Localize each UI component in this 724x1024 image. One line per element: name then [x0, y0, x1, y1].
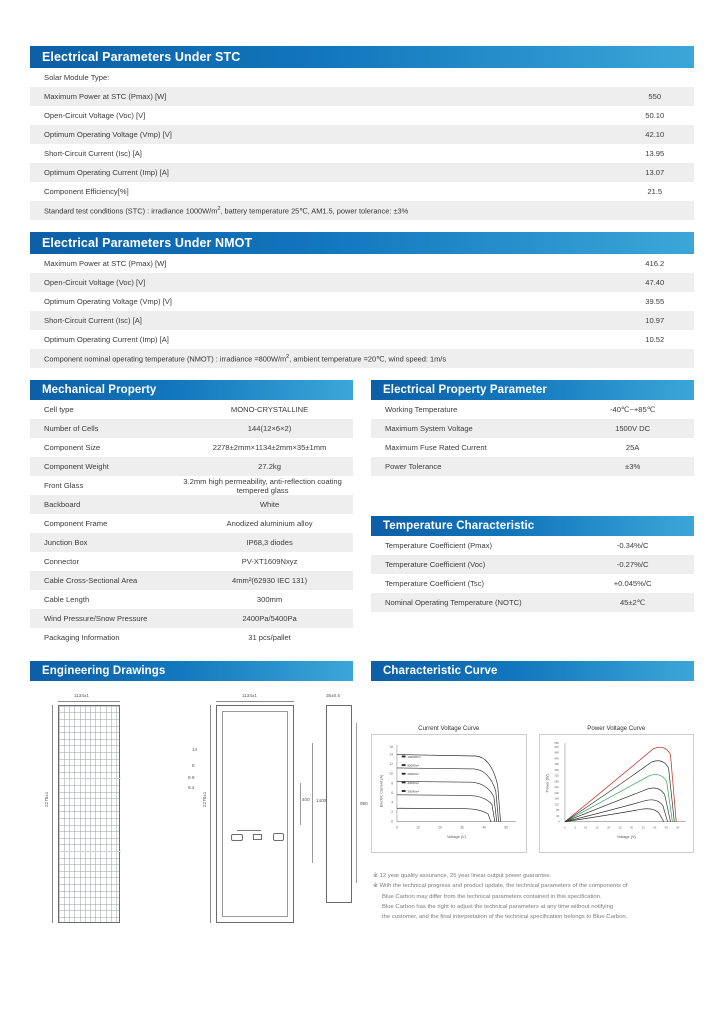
cell-label: Junction Box [30, 533, 172, 552]
module-back-view [216, 705, 294, 923]
svg-text:0: 0 [395, 825, 398, 830]
cell-value: 13.07 [616, 163, 694, 182]
section-header-mechanical [30, 380, 353, 400]
svg-text:6: 6 [391, 790, 393, 795]
cell-value: -40℃~+85℃ [609, 405, 656, 414]
section-title-drawings: Engineering Drawings [42, 665, 166, 677]
cell-value: PV-XT1609Nxyz [241, 557, 298, 566]
table-row [371, 574, 694, 593]
table-row [371, 438, 694, 457]
table-row [371, 536, 694, 555]
svg-text:Power (W): Power (W) [545, 774, 550, 793]
chart-title-iv: Current Voltage Curve [418, 725, 480, 732]
connector-icon [273, 833, 284, 841]
svg-text:30: 30 [629, 826, 633, 830]
cell-value: 2400Pa/5400Pa [172, 609, 353, 628]
dim-front-height: 2278±1 [44, 791, 49, 807]
cell-value [616, 68, 694, 87]
dim-side-height: 2278±1 [202, 791, 207, 807]
cell-label: Packaging Information [44, 633, 120, 642]
section-header-drawings [30, 661, 353, 681]
cell-label: Nominal Operating Temperature (NOTC) [371, 593, 571, 612]
table-row [30, 106, 694, 125]
table-row [30, 273, 694, 292]
table-row [30, 125, 694, 144]
table-row [30, 330, 694, 349]
svg-text:Voltage (V): Voltage (V) [446, 835, 466, 840]
table-row-note [30, 201, 694, 220]
table-row [30, 292, 694, 311]
section-title-mechanical: Mechanical Property [42, 384, 157, 396]
table-row [30, 438, 353, 457]
cell-value: 39.55 [645, 297, 665, 306]
svg-text:30: 30 [460, 825, 464, 830]
chart-canvas-iv [371, 734, 527, 853]
iv-svg [372, 735, 526, 847]
svg-text:400W/m²: 400W/m² [407, 780, 420, 785]
note-text-pre: Standard test conditions (STC) : irradiance 1000W/m [44, 206, 218, 216]
svg-text:160: 160 [553, 797, 559, 801]
svg-text:440: 440 [553, 757, 559, 761]
dim-400: 400 [302, 797, 310, 802]
section-header-electrical-property [371, 380, 694, 400]
cell-label: Working Temperature [385, 405, 458, 414]
note-sup: 2 [217, 205, 221, 212]
svg-text:0: 0 [391, 819, 393, 824]
cell-label: Backboard [30, 495, 172, 514]
note-nmot [30, 349, 694, 368]
column-left [30, 380, 353, 647]
connector-icon [253, 834, 262, 840]
dim-side-width: 1134±1 [242, 693, 257, 698]
table-row [30, 254, 694, 273]
cell-grid [59, 706, 119, 922]
cell-label: Temperature Coefficient (Pmax) [385, 541, 493, 550]
cell-label: Maximum Power at STC (Pmax) [W] [30, 87, 616, 106]
cell-value: 45±2℃ [571, 593, 694, 612]
cell-label: Optimum Operating Voltage (Vmp) [V] [30, 125, 616, 144]
cell-value: 550 [616, 87, 694, 106]
dim-9-9: 9.9 [188, 775, 195, 780]
dim-6-4: 6.4 [188, 785, 195, 790]
note-text-post: , ambient temperature =20℃, wind speed: 1m/s [289, 354, 447, 364]
column-right [371, 380, 694, 647]
cell-value: 21.5 [647, 187, 663, 196]
cell-value: -0.27%/C [571, 555, 694, 574]
cell-label: Connector [44, 557, 80, 566]
footnote-line: Blue Carbon has the right to adjust the technical parameters at any time without notifying [382, 903, 614, 910]
section-title-curves: Characteristic Curve [383, 665, 498, 677]
section-header-temperature [371, 516, 694, 536]
cell-value: ±3% [571, 457, 694, 476]
cell-value: 42.10 [616, 125, 694, 144]
cell-label: Component Frame [44, 519, 108, 528]
svg-text:520: 520 [553, 745, 559, 749]
cell-value: Anodized aluminium alloy [226, 519, 313, 528]
cell-value: 144(12×6×2) [172, 419, 353, 438]
cell-label: Maximum System Voltage [371, 419, 571, 438]
cell-label: Cell type [44, 405, 74, 414]
table-row [30, 628, 353, 647]
module-front-view [58, 705, 120, 923]
svg-text:Electric Current (A): Electric Current (A) [379, 774, 384, 808]
section-title-nmot: Electrical Parameters Under NMOT [42, 236, 253, 250]
svg-text:400: 400 [553, 763, 559, 767]
cell-value: 10.52 [645, 335, 665, 344]
cell-label: Open-Circuit Voltage (Voc) [V] [30, 273, 616, 292]
table-row [30, 87, 694, 106]
table-row [30, 552, 353, 571]
svg-text:120: 120 [553, 803, 559, 807]
cell-label: Cable Cross-Sectional Area [30, 571, 172, 590]
svg-text:50: 50 [504, 825, 509, 830]
cell-value: 25A [625, 443, 640, 452]
table-row [30, 400, 353, 419]
cell-label: Wind Pressure/Snow Pressure [30, 609, 172, 628]
two-column-region [30, 380, 694, 647]
svg-text:560: 560 [553, 741, 559, 745]
cell-label: Optimum Operating Voltage (Vmp) [V] [44, 297, 172, 306]
svg-text:16: 16 [389, 744, 393, 749]
table-row [30, 495, 353, 514]
svg-text:14: 14 [389, 752, 393, 757]
cell-label: Cable Length [44, 595, 90, 604]
dim-14: 14 [192, 747, 198, 752]
table-row [30, 144, 694, 163]
cell-value: 300mm [256, 595, 283, 604]
svg-text:15: 15 [595, 826, 599, 830]
cell-label: Maximum Power at STC (Pmax) [W] [44, 259, 167, 268]
table-row-note [30, 349, 694, 368]
footnote-line: the customer, and the final interpretation of the technical specification belongs to Blue Carbon. [382, 914, 628, 921]
svg-text:280: 280 [553, 780, 559, 784]
table-row [30, 311, 694, 330]
cell-value: 31 pcs/pallet [248, 633, 291, 642]
footnotes [371, 871, 694, 923]
svg-text:5: 5 [574, 826, 576, 830]
table-temperature [371, 536, 694, 612]
table-row [30, 68, 694, 87]
cell-value: White [172, 495, 353, 514]
cell-value: MONO-CRYSTALLINE [230, 405, 309, 414]
pv-svg [540, 735, 694, 847]
table-row [30, 419, 353, 438]
table-row [30, 457, 353, 476]
svg-text:1000W/m²: 1000W/m² [407, 754, 421, 759]
svg-text:800W/m²: 800W/m² [407, 763, 420, 768]
svg-text:2: 2 [391, 810, 393, 815]
cell-label: Number of Cells [30, 419, 172, 438]
cell-value: 3.2mm high permeability, anti-reflection coating tempered glass [183, 476, 342, 495]
svg-text:35: 35 [641, 826, 645, 830]
table-row [371, 555, 694, 574]
cell-label: Component Size [44, 443, 101, 452]
cell-label: Front Glass [44, 481, 84, 490]
svg-text:200: 200 [553, 791, 559, 795]
svg-text:45: 45 [664, 826, 668, 830]
cell-value: 27.2kg [172, 457, 353, 476]
table-row [30, 533, 353, 552]
table-mechanical [30, 400, 353, 647]
note-stc [30, 201, 694, 220]
note-text-pre: Component nominal operating temperature (NMOT) : irradiance =800W/m [44, 354, 287, 364]
svg-text:25: 25 [618, 826, 622, 830]
table-electrical-property [371, 400, 694, 476]
table-row [30, 514, 353, 533]
junction-box-icon [231, 834, 243, 841]
table-row [30, 609, 353, 628]
svg-text:10: 10 [416, 825, 420, 830]
section-title-electrical-property: Electrical Property Parameter [383, 384, 547, 396]
cell-value: 4mm²(62930 IEC 131) [172, 571, 353, 590]
dim-front-width: 1134±1 [74, 693, 89, 698]
dim-1400: 1400 [316, 798, 327, 803]
section-header-stc [30, 46, 694, 68]
cell-label: Short-Circuit Current (Isc) [A] [44, 149, 142, 158]
cell-value: IP68,3 diodes [172, 533, 353, 552]
table-row [371, 457, 694, 476]
table-row [30, 182, 694, 201]
svg-text:8: 8 [391, 781, 393, 786]
svg-text:480: 480 [553, 751, 559, 755]
svg-text:40: 40 [652, 826, 656, 830]
column-drawings [30, 661, 368, 933]
table-stc [30, 68, 694, 220]
svg-text:600W/m²: 600W/m² [407, 772, 420, 777]
svg-text:200W/m²: 200W/m² [407, 789, 420, 794]
cell-label: Optimum Operating Current (Imp) [A] [44, 335, 169, 344]
svg-text:0: 0 [563, 826, 565, 830]
svg-text:40: 40 [555, 814, 559, 818]
bottom-region [30, 661, 694, 933]
dim-8: 8 [192, 763, 195, 768]
note-sup: 2 [286, 353, 290, 360]
table-row [30, 163, 694, 182]
cell-value: 50.10 [645, 111, 665, 120]
chart-current-voltage [371, 725, 527, 853]
dim-detail-width: 35±0.5 [326, 693, 341, 698]
cell-label: Open-Circuit Voltage (Voc) [V] [44, 111, 146, 120]
svg-text:50: 50 [675, 826, 679, 830]
cell-label: Temperature Coefficient (Voc) [371, 555, 571, 574]
table-row [30, 476, 353, 495]
cell-label: Component Weight [30, 457, 172, 476]
column-curves [371, 661, 694, 933]
cell-label: Power Tolerance [371, 457, 571, 476]
engineering-drawings [30, 683, 368, 933]
note-text-post: , battery temperature 25℃, AM1.5, power tolerance: ±3% [220, 206, 409, 216]
chart-title-pv: Power Voltage Curve [587, 725, 646, 732]
frame-section-view [326, 705, 352, 903]
chart-power-voltage [539, 725, 695, 853]
footnote-line: ※ With the technical progress and product update, the technical parameters of the components of [373, 883, 628, 890]
svg-text:40: 40 [482, 825, 486, 830]
svg-text:320: 320 [553, 774, 559, 778]
table-row [371, 419, 694, 438]
section-header-curves [371, 661, 694, 681]
cell-value: 2278±2mm×1134±2mm×35±1mm [212, 443, 327, 452]
section-title-temperature: Temperature Characteristic [383, 520, 535, 532]
cell-value: -0.34%/C [616, 541, 649, 550]
svg-text:10: 10 [583, 826, 587, 830]
cell-label: Short-Circuit Current (Isc) [A] [30, 311, 616, 330]
cell-label: Solar Module Type: [44, 73, 110, 82]
section-title-stc: Electrical Parameters Under STC [42, 50, 241, 64]
cell-value: 47.40 [616, 273, 694, 292]
chart-canvas-pv [539, 734, 695, 853]
svg-text:4: 4 [391, 800, 393, 805]
svg-text:240: 240 [553, 786, 559, 790]
svg-text:80: 80 [555, 809, 559, 813]
cell-value: 13.95 [645, 149, 665, 158]
cell-label: Maximum Fuse Rated Current [385, 443, 487, 452]
footnote-line: ※ 12 year quality assurance, 25 year linear output power guarantee. [373, 873, 552, 879]
cell-label: Optimum Operating Current (Imp) [A] [30, 163, 616, 182]
cell-value: 10.97 [616, 311, 694, 330]
svg-text:Voltage (V): Voltage (V) [616, 835, 636, 840]
svg-text:360: 360 [553, 768, 559, 772]
cell-label: Temperature Coefficient (Tsc) [385, 579, 485, 588]
svg-text:20: 20 [438, 825, 442, 830]
cell-label: Component Efficiency[%] [44, 187, 129, 196]
cell-value: +0.045%/C [613, 579, 652, 588]
table-row [30, 571, 353, 590]
footnote-line: Blue Carbon may differ from the technical parameters contained in this specification. [382, 893, 602, 900]
dim-990: 990 [360, 801, 368, 806]
svg-text:0: 0 [557, 820, 560, 824]
cell-value: 416.2 [645, 259, 665, 268]
cell-value: 1500V DC [571, 419, 694, 438]
table-row [371, 593, 694, 612]
svg-text:20: 20 [606, 826, 610, 830]
svg-text:10: 10 [389, 771, 393, 776]
table-nmot [30, 254, 694, 368]
table-row [30, 590, 353, 609]
table-row [371, 400, 694, 419]
section-header-nmot [30, 232, 694, 254]
svg-text:12: 12 [389, 762, 393, 767]
